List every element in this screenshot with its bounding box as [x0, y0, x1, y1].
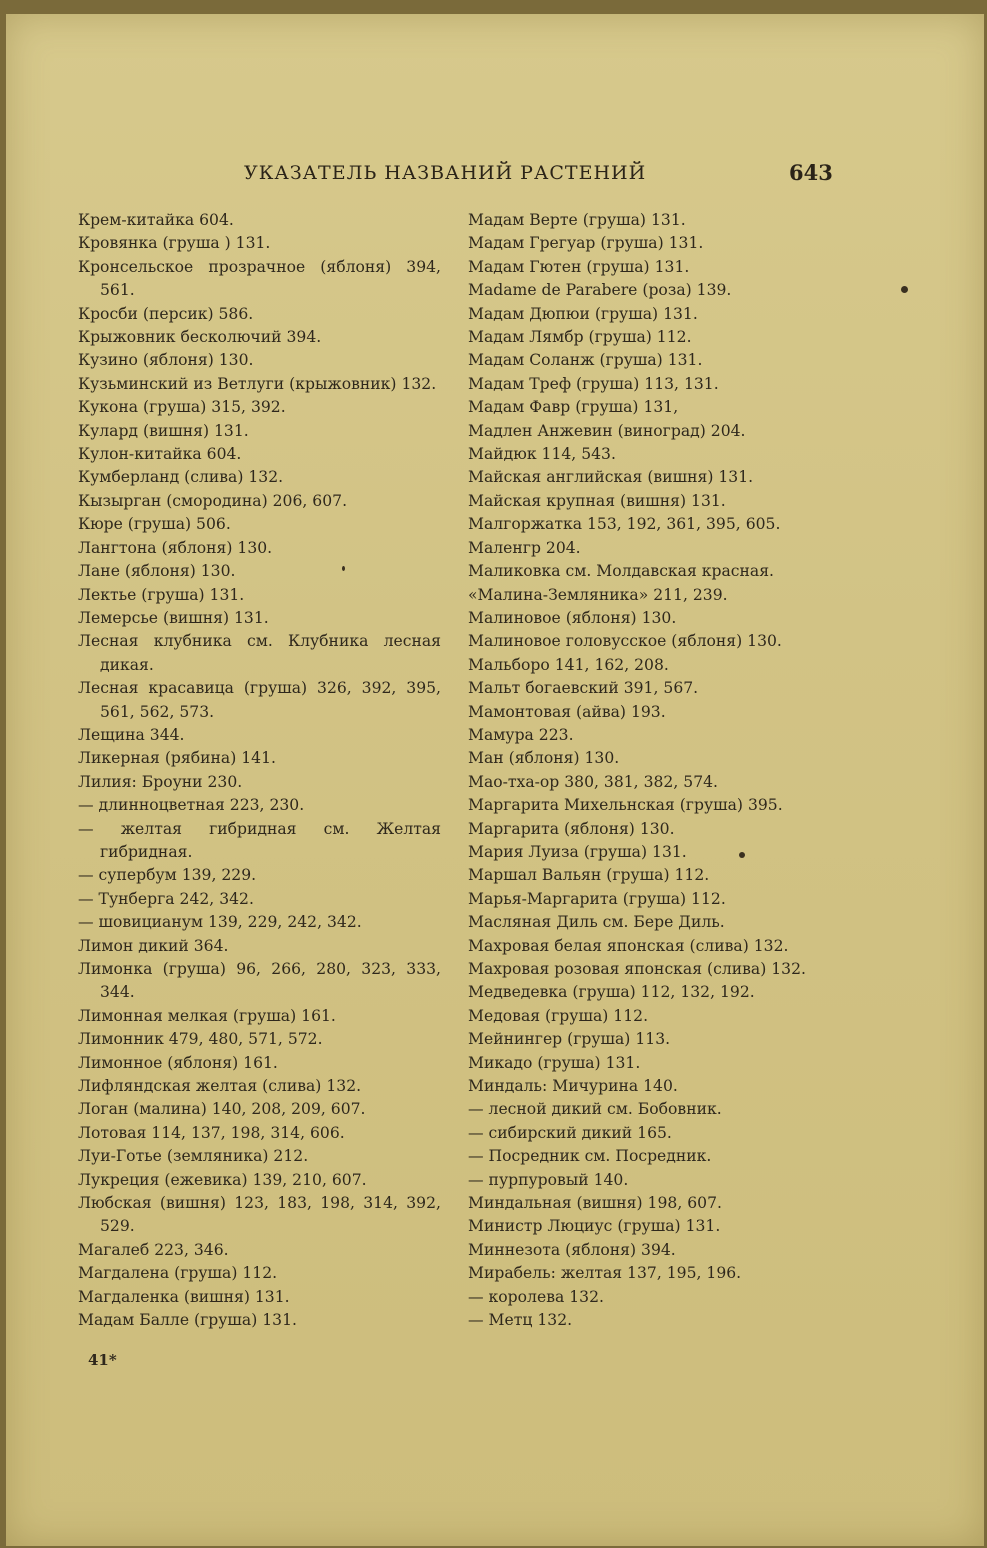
index-entry: Кулон-китайка 604. [78, 445, 242, 464]
index-entry: Мадам Лямбр (груша) 112. [468, 328, 692, 347]
index-entry: Кронсельское прозрачное (яблоня) 394, 561. [78, 257, 441, 300]
index-entry: Мадам Гютен (груша) 131. [468, 257, 690, 276]
index-entry: Лектье (груша) 131. [78, 585, 245, 604]
index-entry: Малиновое головусское (яблоня) 130. [468, 632, 782, 651]
index-entry: — королева 132. [468, 1287, 604, 1306]
index-entry: Лесная клубника см. Клубника лесная дикая. [78, 632, 441, 674]
index-entry: Лимонная мелкая (груша) 161. [78, 1006, 336, 1025]
index-entry: Мадам Грегуар (груша) 131. [468, 234, 704, 253]
index-entry: Мария Луиза (груша) 131. [468, 842, 687, 861]
ink-speck [901, 286, 908, 293]
index-entry: Маршал Вальян (груша) 112. [468, 866, 710, 885]
index-entry: Маликовка см. Молдавская красная. [468, 562, 775, 581]
index-entry: Малиновое (яблоня) 130. [468, 608, 677, 627]
index-entry: Медовая (груша) 112. [468, 1006, 649, 1025]
index-entry: Лесная красавица (груша) 326, 392, 395, 561, 562, 573. [78, 679, 441, 721]
index-entry: Кызырган (смородина) 206, 607. [78, 491, 348, 510]
index-entry: Микадо (груша) 131. [468, 1053, 641, 1072]
index-entry: Миндаль: Мичурина 140. [468, 1077, 678, 1096]
index-entry: Мадам Дюпюи (груша) 131. [468, 304, 698, 323]
index-entry: Махровая белая японская (слива) 132. [468, 936, 789, 955]
index-entry: Мадам Фавр (груша) 131, [468, 398, 679, 417]
index-entry: Мадам Соланж (груша) 131. [468, 351, 703, 370]
index-entry: — лесной дикий см. Бобовник. [468, 1100, 722, 1119]
index-entry: — Метц 132. [468, 1311, 573, 1330]
running-title: УКАЗАТЕЛЬ НАЗВАНИЙ РАСТЕНИЙ [244, 162, 647, 184]
index-entry: «Малина-Земляника» 211, 239. [468, 585, 728, 604]
index-entry: Лангтона (яблоня) 130. [78, 538, 273, 557]
index-entry: Мадам Верте (груша) 131. [468, 211, 686, 229]
index-column-right [468, 209, 834, 1333]
index-entry: Маргарита (яблоня) 130. [468, 819, 675, 838]
index-entry: Мао-тха-ор 380, 381, 382, 574. [468, 772, 718, 791]
index-entry: Крыжовник бесколючий 394. [78, 328, 322, 347]
index-entry: Министр Люциус (груша) 131. [468, 1217, 721, 1236]
index-entry: — Посредник см. Посредник. [468, 1147, 712, 1166]
index-entry: Лимонник 479, 480, 571, 572. [78, 1030, 323, 1049]
index-entry: Магдалена (груша) 112. [78, 1264, 278, 1283]
index-entry: Лимон дикий 364. [78, 936, 229, 955]
index-entry: Кровянка (груша ) 131. [78, 234, 271, 253]
index-entry: — Тунберга 242, 342. [78, 889, 254, 908]
index-entry: Лилия: Броуни 230. [78, 772, 243, 791]
index-entry: Майская крупная (вишня) 131. [468, 491, 726, 510]
ink-speck [739, 852, 745, 858]
index-entry: Кузино (яблоня) 130. [78, 351, 254, 370]
printer-signature: 41* [88, 1351, 117, 1369]
index-entry: Мамура 223. [468, 725, 574, 744]
index-entry: Мирабель: желтая 137, 195, 196. [468, 1264, 742, 1283]
index-entry: Лимонное (яблоня) 161. [78, 1053, 278, 1072]
index-entry: Маленгр 204. [468, 538, 581, 557]
index-entry: Мейнингер (груша) 113. [468, 1030, 671, 1049]
index-entry: Луи-Готье (земляника) 212. [78, 1147, 309, 1166]
ink-speck [342, 566, 345, 571]
index-entry: Кюре (груша) 506. [78, 515, 231, 534]
index-entry: Лотовая 114, 137, 198, 314, 606. [78, 1123, 345, 1142]
index-entry: Мамонтовая (айва) 193. [468, 702, 666, 721]
index-entry: Мадлен Анжевин (виноград) 204. [468, 421, 746, 440]
index-entry: Махровая розовая японская (слива) 132. [468, 960, 806, 978]
index-entry: — сибирский дикий 165. [468, 1123, 672, 1142]
index-entry: Лукреция (ежевика) 139, 210, 607. [78, 1170, 367, 1189]
index-entry: Лифляндская желтая (слива) 132. [78, 1077, 362, 1096]
page-number: 643 [789, 160, 833, 185]
index-entry: Лещина 344. [78, 725, 185, 744]
page-header [6, 160, 984, 190]
index-entry: Магдаленка (вишня) 131. [78, 1287, 290, 1306]
book-page [6, 14, 984, 1546]
index-entry: Миннезота (яблоня) 394. [468, 1240, 676, 1259]
index-entry: Масляная Диль см. Бере Диль. [468, 913, 725, 932]
index-column-left [78, 209, 441, 1333]
index-entry: Ликерная (рябина) 141. [78, 749, 276, 768]
index-entry: Марья-Маргарита (груша) 112. [468, 889, 726, 908]
index-entry: Madame de Parabere (роза) 139. [468, 281, 732, 300]
index-entry: Кузьминский из Ветлуги (крыжовник) 132. [78, 374, 437, 393]
index-entry: Лане (яблоня) 130. [78, 562, 236, 581]
index-entry: Лимонка (груша) 96, 266, 280, 323, 333, 344. [78, 960, 441, 1002]
index-entry: Маргарита Михельнская (груша) 395. [468, 796, 783, 815]
index-entry: Магалеб 223, 346. [78, 1240, 229, 1259]
index-entry: — шовицианум 139, 229, 242, 342. [78, 913, 362, 932]
index-entry: Кросби (персик) 586. [78, 304, 254, 323]
index-entry: — супербум 139, 229. [78, 866, 257, 885]
index-entry: — пурпуровый 140. [468, 1170, 629, 1189]
index-entry: Кумберланд (слива) 132. [78, 468, 284, 487]
index-entry: Мальт богаевский 391, 567. [468, 679, 699, 698]
index-entry: — длинноцветная 223, 230. [78, 796, 305, 815]
index-entry: Медведевка (груша) 112, 132, 192. [468, 983, 755, 1002]
index-entry: Логан (малина) 140, 208, 209, 607. [78, 1100, 366, 1119]
index-entry: Миндальная (вишня) 198, 607. [468, 1194, 722, 1213]
index-entry: Мадам Балле (груша) 131. [78, 1311, 297, 1330]
index-entry: Кулард (вишня) 131. [78, 421, 249, 440]
index-entry: Лемерсье (вишня) 131. [78, 608, 269, 627]
index-entry: Кукона (груша) 315, 392. [78, 398, 286, 417]
index-entry: Мадам Треф (груша) 113, 131. [468, 374, 719, 393]
index-entry: Любская (вишня) 123, 183, 198, 314, 392, 529. [78, 1194, 441, 1236]
index-entry: Малгоржатка 153, 192, 361, 395, 605. [468, 515, 781, 534]
index-entry: Крем-китайка 604. [78, 211, 234, 229]
index-entry: Ман (яблоня) 130. [468, 749, 620, 768]
index-entry: — желтая гибридная см. Желтая гибридная. [78, 819, 441, 861]
index-entry: Мальборо 141, 162, 208. [468, 655, 669, 674]
index-entry: Майдюк 114, 543. [468, 445, 616, 464]
index-entry: Майская английская (вишня) 131. [468, 468, 754, 487]
